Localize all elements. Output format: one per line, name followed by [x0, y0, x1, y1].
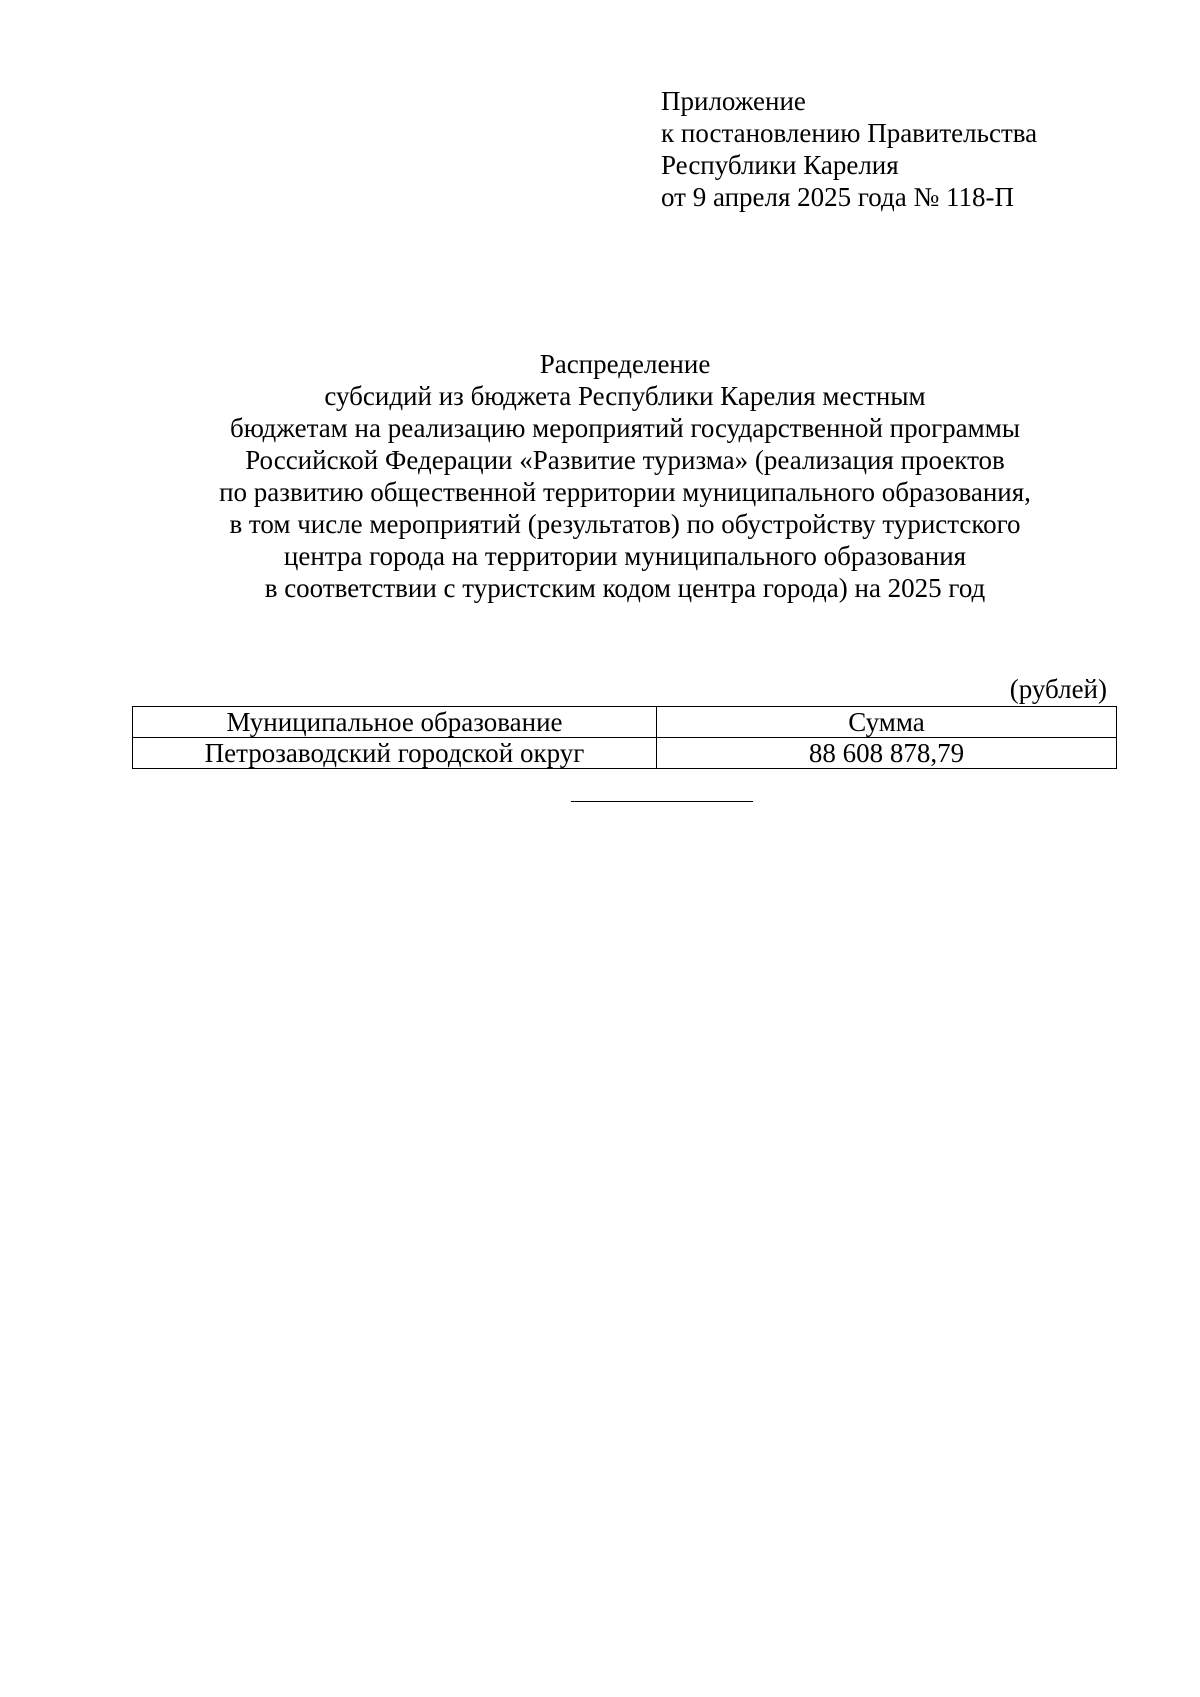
title-line: центра города на территории муниципального образования — [283, 541, 967, 571]
header-municipality: Муниципальное образование — [133, 707, 657, 738]
appendix-line: к постановлению Правительства — [661, 118, 1038, 148]
title-line: в том числе мероприятий (результатов) по обустройству туристского — [229, 509, 1021, 539]
title-heading: Распределение — [539, 349, 711, 379]
header-sum: Сумма — [657, 707, 1117, 738]
title-line: по развитию общественной территории муниципального образования, — [219, 477, 1031, 507]
title-line: бюджетам на реализацию мероприятий государственной программы — [230, 413, 1020, 443]
units-label: (рублей) — [1009, 674, 1107, 704]
title-line: Российской Федерации «Развитие туризма» (реализация проектов — [245, 445, 1005, 475]
title-line: в соответствии с туристским кодом центра города) на 2025 год — [264, 573, 986, 603]
end-divider — [571, 801, 753, 802]
title-body — [100, 380, 1150, 604]
cell-municipality: Петрозаводский городской округ — [133, 738, 657, 769]
appendix-line: от 9 апреля 2025 года № 118-П — [661, 182, 1014, 212]
appendix-line: Приложение — [661, 86, 806, 116]
appendix-line: Республики Карелия — [661, 150, 899, 180]
document-title — [100, 348, 1150, 604]
appendix-block — [661, 85, 1037, 213]
cell-sum: 88 608 878,79 — [657, 738, 1117, 769]
table-row — [133, 738, 1117, 769]
title-line: субсидий из бюджета Республики Карелия местным — [324, 381, 926, 411]
table-header-row — [133, 707, 1117, 738]
distribution-table — [132, 706, 1117, 769]
